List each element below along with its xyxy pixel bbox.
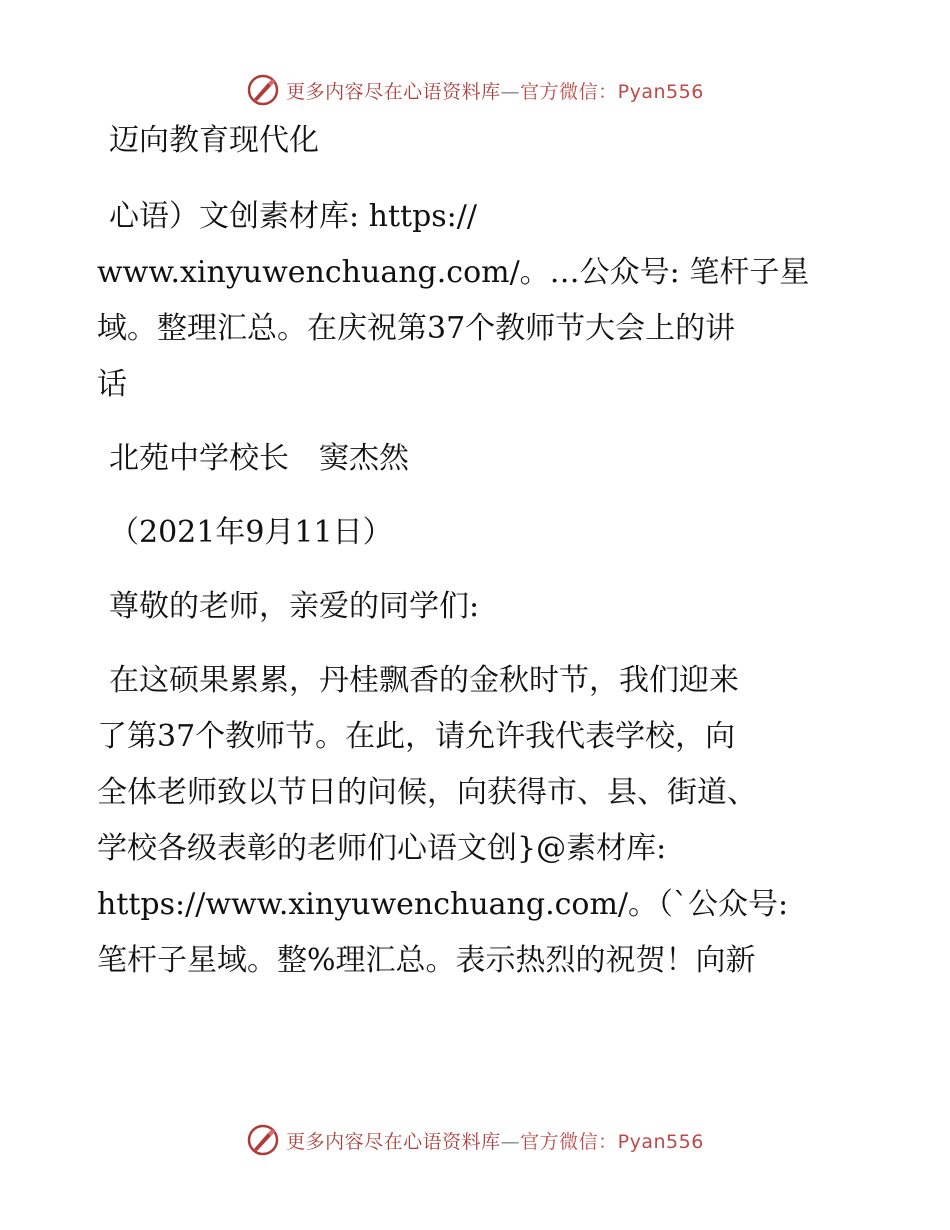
- body-line: https://www.xinyuwenchuang.com/。（`公众号:: [97, 887, 789, 922]
- banner-wechat: 官方微信：Pyan556: [520, 80, 704, 103]
- banner-wechat: 官方微信：Pyan556: [520, 1130, 704, 1153]
- body-line: 笔杆子星域。整%理汇总。表示热烈的祝贺！向新: [97, 943, 756, 978]
- doc-title: 迈向教育现代化: [109, 123, 319, 158]
- pen-circle-logo-icon: [246, 73, 280, 107]
- pen-circle-logo-icon: [246, 1123, 280, 1157]
- body-line: 全体老师致以节日的问候，向获得市、县、街道、: [97, 775, 757, 810]
- document-body: [97, 122, 837, 980]
- date-line: （2021年9月11日）: [109, 515, 393, 550]
- banner-dash: —: [500, 1130, 521, 1153]
- body-line: 了第37个教师节。在此，请允许我代表学校，向: [97, 719, 736, 754]
- footer-banner: [0, 1120, 950, 1160]
- banner-text: [286, 1127, 704, 1154]
- salutation-line: 尊敬的老师，亲爱的同学们:: [109, 589, 480, 624]
- banner-dash: —: [500, 80, 521, 103]
- para1-line: 心语）文创素材库: https://: [109, 199, 477, 234]
- banner-prefix: 更多内容尽在心语资料库: [286, 80, 501, 103]
- para1-line: www.xinyuwenchuang.com/。…公众号: 笔杆子星: [97, 255, 810, 290]
- header-banner: [0, 70, 950, 110]
- body-line: 在这硕果累累，丹桂飘香的金秋时节，我们迎来: [109, 663, 739, 698]
- author-line: 北苑中学校长 窦杰然: [109, 441, 409, 476]
- para1-line: 话: [97, 367, 127, 402]
- banner-text: [286, 77, 704, 104]
- banner-prefix: 更多内容尽在心语资料库: [286, 1130, 501, 1153]
- para1-line: 域。整理汇总。在庆祝第37个教师节大会上的讲: [97, 311, 736, 346]
- body-line: 学校各级表彰的老师们心语文创}@素材库:: [97, 831, 667, 866]
